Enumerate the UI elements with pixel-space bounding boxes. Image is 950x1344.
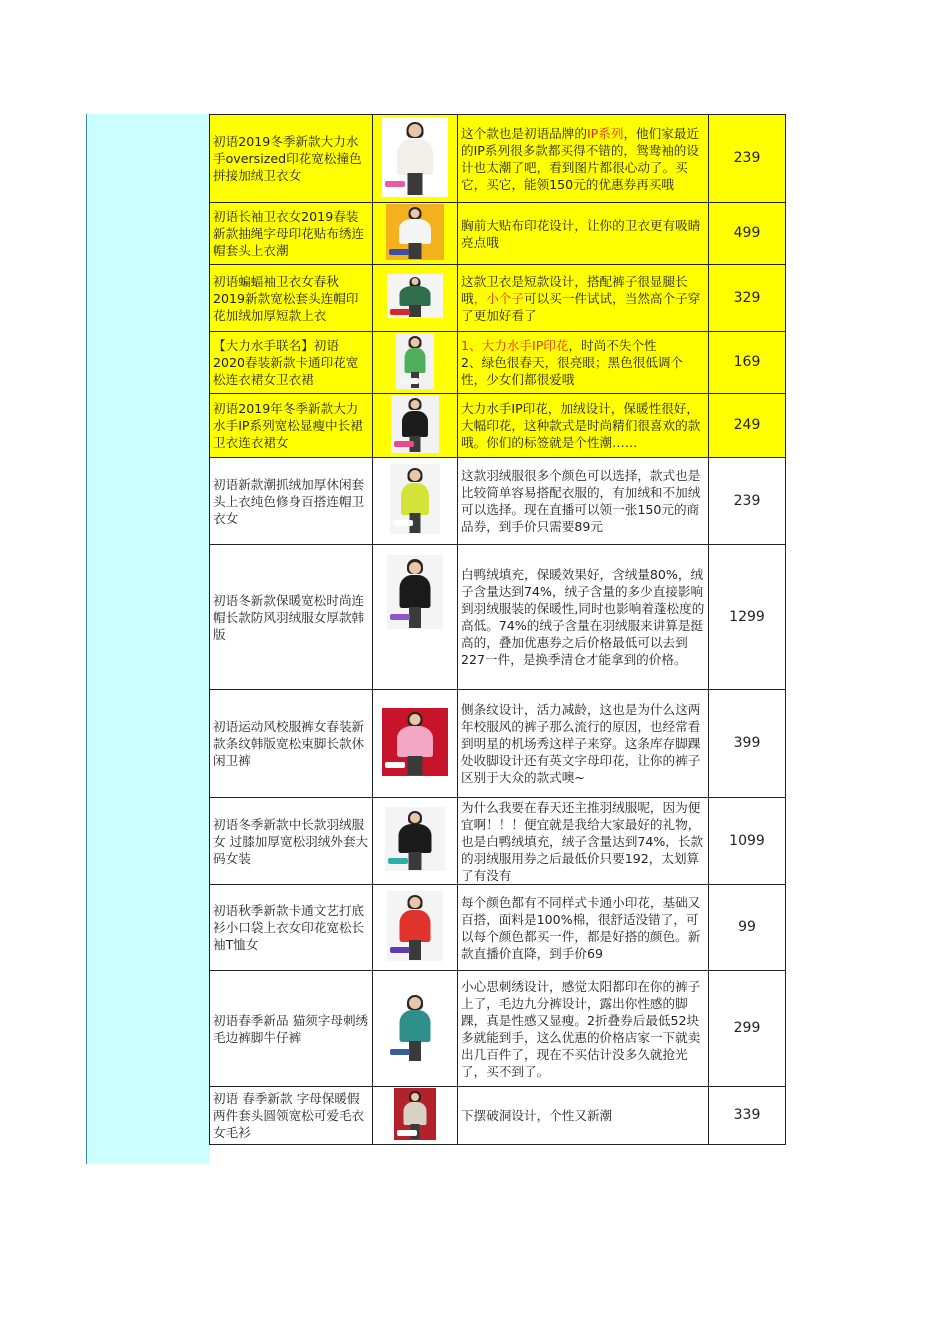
product-desc-cell[interactable] xyxy=(458,1087,709,1145)
model-garment xyxy=(397,139,433,175)
product-desc-cell[interactable] xyxy=(458,971,709,1087)
desc-text: 为什么我要在春天还主推羽绒服呢，因为便宜啊！！！便宜就是我给大家最好的礼物，也是白鸭绒填充，绒子含量达到74%，长款的羽绒服用券之后最低价只要192，太划算了有没有 xyxy=(461,799,704,883)
model-legs xyxy=(409,607,421,628)
product-desc-cell[interactable] xyxy=(458,798,709,885)
price-tag-badge xyxy=(385,762,405,768)
model-garment xyxy=(402,411,428,437)
product-name-cell[interactable]: 初语运动风校服裤女春装新款条纹韩版宽松束脚长款休闲卫裤 xyxy=(210,690,373,798)
model-legs xyxy=(409,940,421,960)
price-tag-badge xyxy=(390,614,410,620)
table-row xyxy=(210,265,786,332)
category-column xyxy=(86,114,210,1164)
desc-text: 大力水手IP印花，加绒设计，保暖性很好，大幅印花，这种款式是时尚精们很喜欢的款哦。你们的标签就是个性潮…… xyxy=(461,401,701,450)
product-name-cell[interactable]: 【大力水手联名】初语2020春装新款卡通印花宽松连衣裙女卫衣裙 xyxy=(210,332,373,394)
product-image-cell[interactable] xyxy=(373,885,458,971)
model-head xyxy=(410,714,421,725)
product-image-cell[interactable] xyxy=(373,798,458,885)
product-name-cell[interactable]: 初语 春季新款 字母保暖假两件套头圆领宽松可爱毛衣女毛衫 xyxy=(210,1087,373,1145)
model-legs xyxy=(409,1041,421,1061)
table-row xyxy=(210,690,786,798)
table-row xyxy=(210,203,786,265)
model-legs xyxy=(408,173,423,195)
desc-text: 这个款也是初语品牌的 xyxy=(461,125,587,141)
product-desc-cell[interactable] xyxy=(458,115,709,203)
table-row xyxy=(210,545,786,690)
product-price-cell[interactable]: 1099 xyxy=(709,798,786,885)
table-row xyxy=(210,798,786,885)
product-name-cell[interactable]: 初语长袖卫衣女2019春装新款抽绳字母印花贴布绣连帽套头上衣潮 xyxy=(210,203,373,265)
desc-text: 1、大力水手IP印花 xyxy=(461,338,569,353)
model-head xyxy=(409,997,421,1009)
product-desc-cell[interactable] xyxy=(458,458,709,545)
product-name-cell[interactable]: 初语蝙蝠袖卫衣女春秋2019新款宽松套头连帽印花加绒加厚短款上衣 xyxy=(210,265,373,332)
product-table-body xyxy=(210,115,786,1145)
product-desc-cell[interactable] xyxy=(458,203,709,265)
product-price-cell[interactable]: 239 xyxy=(709,458,786,545)
product-name-cell[interactable]: 初语冬新款保暖宽松时尚连帽长款防风羽绒服女厚款韩版 xyxy=(210,545,373,690)
product-name-cell[interactable]: 初语秋季新款卡通文艺打底衫小口袋上衣女印花宽松长袖T恤女 xyxy=(210,885,373,971)
desc-text: 下摆破洞设计，个性又新潮 xyxy=(461,1108,613,1123)
desc-text: 侧条纹设计，活力减龄，这也是为什么这两年校服风的裤子那么流行的原因，也经常看到明星的机场秀这样子来穿。这条库存脚踝处收脚设计还有英文字母印花，让你的裤子区别于大众的款式噢~ xyxy=(461,702,701,785)
product-desc-cell[interactable] xyxy=(458,690,709,798)
price-tag-badge xyxy=(390,309,410,315)
table-row xyxy=(210,458,786,545)
desc-text: 可以买一件试试，当然高个子穿了更加好看了 xyxy=(461,290,701,323)
product-image-cell[interactable] xyxy=(373,458,458,545)
product-price-cell[interactable]: 399 xyxy=(709,690,786,798)
price-tag-badge xyxy=(389,249,409,255)
product-image-cell[interactable] xyxy=(373,115,458,203)
product-price-cell[interactable]: 339 xyxy=(709,1087,786,1145)
desc-text: ，时尚不失个性 xyxy=(568,338,657,353)
product-photo-icon xyxy=(387,274,443,318)
desc-text: 白鸭绒填充，保暖效果好，含绒量80%，绒子含量达到74%，绒子含量的多少直接影响到羽绒服装的保暖性,同时也影响着蓬松度的高低。74%的绒子含量在羽绒服来讲算是挺高的，叠加优惠券之后价格最低可以去到227一件，是换季清仓才能拿到的价格。 xyxy=(461,567,705,667)
model-garment xyxy=(404,1102,427,1125)
model-legs xyxy=(409,243,422,259)
model-head xyxy=(410,470,421,481)
model-legs xyxy=(409,305,421,317)
desc-text: 小心思刺绣设计，感觉太阳都印在你的裤子上了，毛边九分裤设计，露出你性感的脚踝，真是性感又显瘦。2折叠券后最低52块多就能到手，这么优惠的价格店家一下就卖出几百件了，现在不买估计没多久就抢光了，买不到了。 xyxy=(461,978,701,1079)
product-photo-icon xyxy=(382,708,448,776)
price-tag-badge xyxy=(397,1130,417,1136)
desc-text: IP系列 xyxy=(586,125,624,141)
product-name-cell[interactable]: 初语2019冬季新款大力水手oversized印花宽松撞色拼接加绒卫衣女 xyxy=(210,115,373,203)
table-row xyxy=(210,885,786,971)
product-desc-cell[interactable] xyxy=(458,545,709,690)
model-head xyxy=(411,400,420,409)
desc-text: 胸前大贴布印花设计，让你的卫衣更有吸睛亮点哦 xyxy=(461,217,701,250)
table-row xyxy=(210,1087,786,1145)
product-desc-cell[interactable] xyxy=(458,332,709,394)
product-desc-cell[interactable] xyxy=(458,265,709,332)
product-price-cell[interactable]: 1299 xyxy=(709,545,786,690)
price-tag-badge xyxy=(393,520,413,526)
desc-text: ，他们家最近的IP系列很多款都买得不错的，鸳鸯袖的设计也太潮了吧，看到图片都很心动了。买它，买它，能领150元的优惠券再买哦 xyxy=(461,125,699,192)
desc-text: 这款羽绒服很多个颜色可以选择，款式也是比较简单容易搭配衣服的，有加绒和不加绒可以选择。现在直播可以领一张150元的商品券，到手价只需要89元 xyxy=(461,468,701,534)
product-price-cell[interactable]: 329 xyxy=(709,265,786,332)
product-desc-cell[interactable] xyxy=(458,394,709,458)
product-photo-icon xyxy=(386,204,444,260)
product-image-cell[interactable] xyxy=(373,332,458,394)
product-photo-icon xyxy=(387,991,443,1063)
price-tag-badge xyxy=(390,947,410,953)
price-tag-badge xyxy=(388,858,408,864)
product-name-cell[interactable]: 初语新款潮抓绒加厚休闲套头上衣纯色修身百搭连帽卫衣女 xyxy=(210,458,373,545)
model-legs xyxy=(408,756,423,775)
product-image-cell[interactable] xyxy=(373,545,458,690)
product-price-cell[interactable]: 499 xyxy=(709,203,786,265)
price-tag-badge xyxy=(394,441,414,447)
table-row xyxy=(210,115,786,203)
model-legs xyxy=(409,852,422,870)
product-name-cell[interactable]: 初语冬季新款中长款羽绒服女 过膝加厚宽松羽绒外套大码女装 xyxy=(210,798,373,885)
product-photo-icon xyxy=(391,395,439,453)
product-image-cell[interactable] xyxy=(373,1087,458,1145)
product-price-cell[interactable]: 249 xyxy=(709,394,786,458)
model-garment xyxy=(397,726,433,757)
product-photo-icon xyxy=(382,117,448,197)
desc-text: 这款卫衣是短款设计，搭配裤子很显腿长哦 xyxy=(461,273,688,306)
product-name-cell[interactable]: 初语春季新品 猫须字母刺绣毛边裤脚牛仔裤 xyxy=(210,971,373,1087)
model-garment xyxy=(400,1010,431,1042)
model-head xyxy=(411,1093,419,1101)
product-image-cell[interactable] xyxy=(373,394,458,458)
model-head xyxy=(410,897,421,908)
desc-text: 每个颜色都有不同样式卡通小印花，基础又百搭，面料是100%棉，很舒适没错了，可以每个颜色都买一件，都是好搭的颜色。新款直播价直降，到手价69 xyxy=(461,894,701,961)
model-garment xyxy=(405,348,426,373)
product-photo-icon xyxy=(396,333,434,389)
product-photo-icon xyxy=(387,891,443,961)
model-garment xyxy=(399,219,431,244)
product-photo-icon xyxy=(387,555,443,629)
product-price-cell[interactable]: 239 xyxy=(709,115,786,203)
product-name-cell[interactable]: 初语2019年冬季新款大力水手IP系列宽松显瘦中长裙卫衣连衣裙女 xyxy=(210,394,373,458)
price-tag-badge xyxy=(399,378,419,384)
model-head xyxy=(409,562,421,574)
desc-text: 2、绿色很春天，很亮眼；黑色很低调个性，少女们都很爱哦 xyxy=(461,355,684,387)
model-head xyxy=(412,278,419,285)
product-price-cell[interactable]: 169 xyxy=(709,332,786,394)
product-image-cell[interactable] xyxy=(373,971,458,1087)
model-garment xyxy=(400,910,431,942)
product-table xyxy=(209,114,786,1145)
product-photo-icon xyxy=(390,464,440,534)
model-head xyxy=(410,813,420,823)
table-row xyxy=(210,332,786,394)
product-price-cell[interactable]: 299 xyxy=(709,971,786,1087)
product-desc-cell[interactable] xyxy=(458,885,709,971)
product-image-cell[interactable] xyxy=(373,203,458,265)
product-photo-icon xyxy=(385,807,445,871)
product-image-cell[interactable] xyxy=(373,265,458,332)
model-garment xyxy=(400,286,431,306)
model-head xyxy=(409,124,422,137)
model-garment xyxy=(400,575,431,608)
product-price-cell[interactable]: 99 xyxy=(709,885,786,971)
model-garment xyxy=(399,824,432,853)
model-garment xyxy=(401,483,429,515)
model-head xyxy=(411,209,420,218)
model-head xyxy=(411,338,420,347)
price-tag-badge xyxy=(390,1049,410,1055)
product-image-cell[interactable] xyxy=(373,690,458,798)
price-tag-badge xyxy=(385,181,405,187)
table-row xyxy=(210,394,786,458)
desc-text: ，小个子 xyxy=(473,290,524,306)
table-row xyxy=(210,971,786,1087)
product-photo-icon xyxy=(394,1088,436,1140)
